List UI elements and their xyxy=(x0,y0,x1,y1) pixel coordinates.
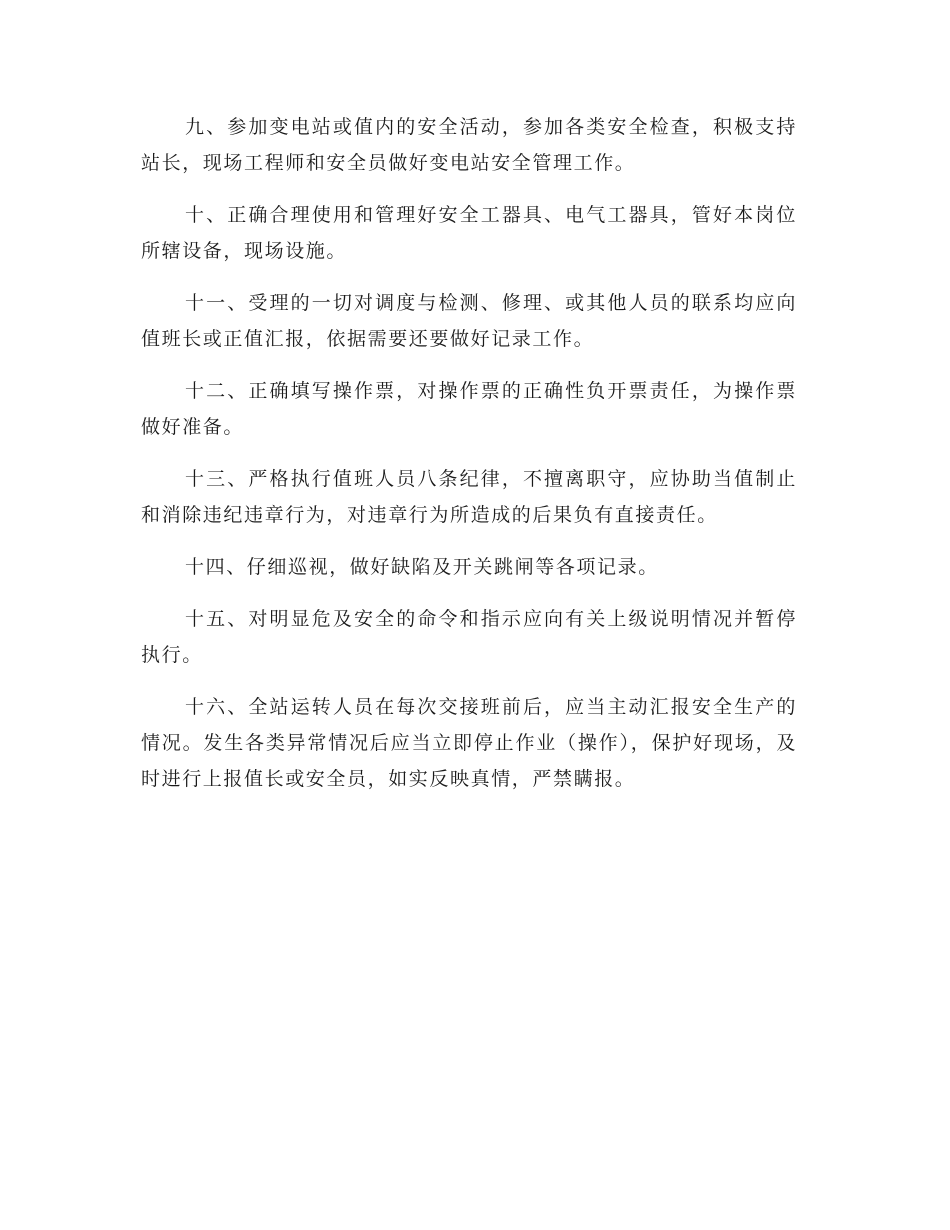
paragraph-16: 十六、全站运转人员在每次交接班前后，应当主动汇报安全生产的情况。发生各类异常情况后应当立即停止作业（操作），保护好现场，及时进行上报值长或安全员，如实反映真情，严禁瞒报。 xyxy=(141,696,797,790)
document-body xyxy=(141,109,797,813)
paragraph-12: 十二、正确填写操作票，对操作票的正确性负开票责任，为操作票做好准备。 xyxy=(141,380,797,438)
paragraph-14: 十四、仔细巡视，做好缺陷及开关跳闸等各项记录。 xyxy=(185,556,659,578)
paragraph-13: 十三、严格执行值班人员八条纪律，不擅离职守，应协助当值制止和消除违纪违章行为，对违章行为所造成的后果负有直接责任。 xyxy=(141,468,797,526)
paragraph-11: 十一、受理的一切对调度与检测、修理、或其他人员的联系均应向值班长或正值汇报，依据需要还要做好记录工作。 xyxy=(141,292,797,350)
paragraph-15: 十五、对明显危及安全的命令和指示应向有关上级说明情况并暂停执行。 xyxy=(141,608,797,666)
paragraph-10: 十、正确合理使用和管理好安全工器具、电气工器具，管好本岗位所辖设备，现场设施。 xyxy=(141,204,797,262)
paragraph-9: 九、参加变电站或值内的安全活动，参加各类安全检查，积极支持站长，现场工程师和安全员做好变电站安全管理工作。 xyxy=(141,116,797,174)
